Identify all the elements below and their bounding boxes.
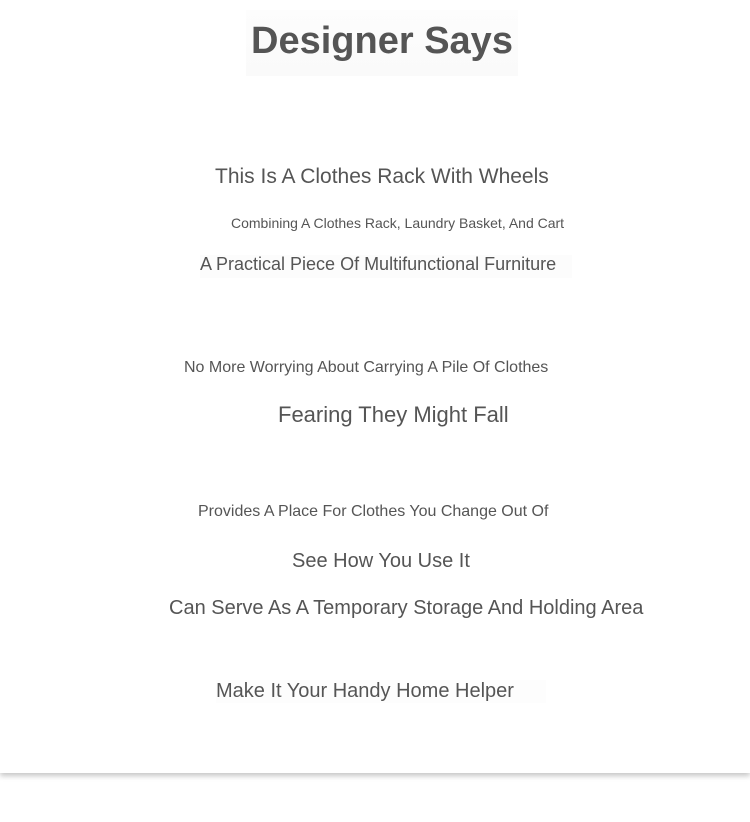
feature-line-multifunctional: A Practical Piece Of Multifunctional Furniture — [200, 255, 572, 278]
feature-line-wheels: This Is A Clothes Rack With Wheels — [215, 165, 549, 188]
feature-line-combining: Combining A Clothes Rack, Laundry Basket, And Cart — [231, 215, 565, 231]
feature-line-change-out: Provides A Place For Clothes You Change Out Of — [198, 503, 549, 520]
feature-line-home-helper: Make It Your Handy Home Helper — [216, 680, 546, 703]
feature-line-no-worrying: No More Worrying About Carrying A Pile Of Clothes — [184, 359, 549, 376]
feature-line-fearing: Fearing They Might Fall — [278, 402, 509, 427]
feature-line-see-how: See How You Use It — [292, 550, 470, 572]
feature-line-temporary-storage: Can Serve As A Temporary Storage And Holding Area — [169, 597, 644, 619]
section-title: Designer Says — [246, 10, 518, 76]
